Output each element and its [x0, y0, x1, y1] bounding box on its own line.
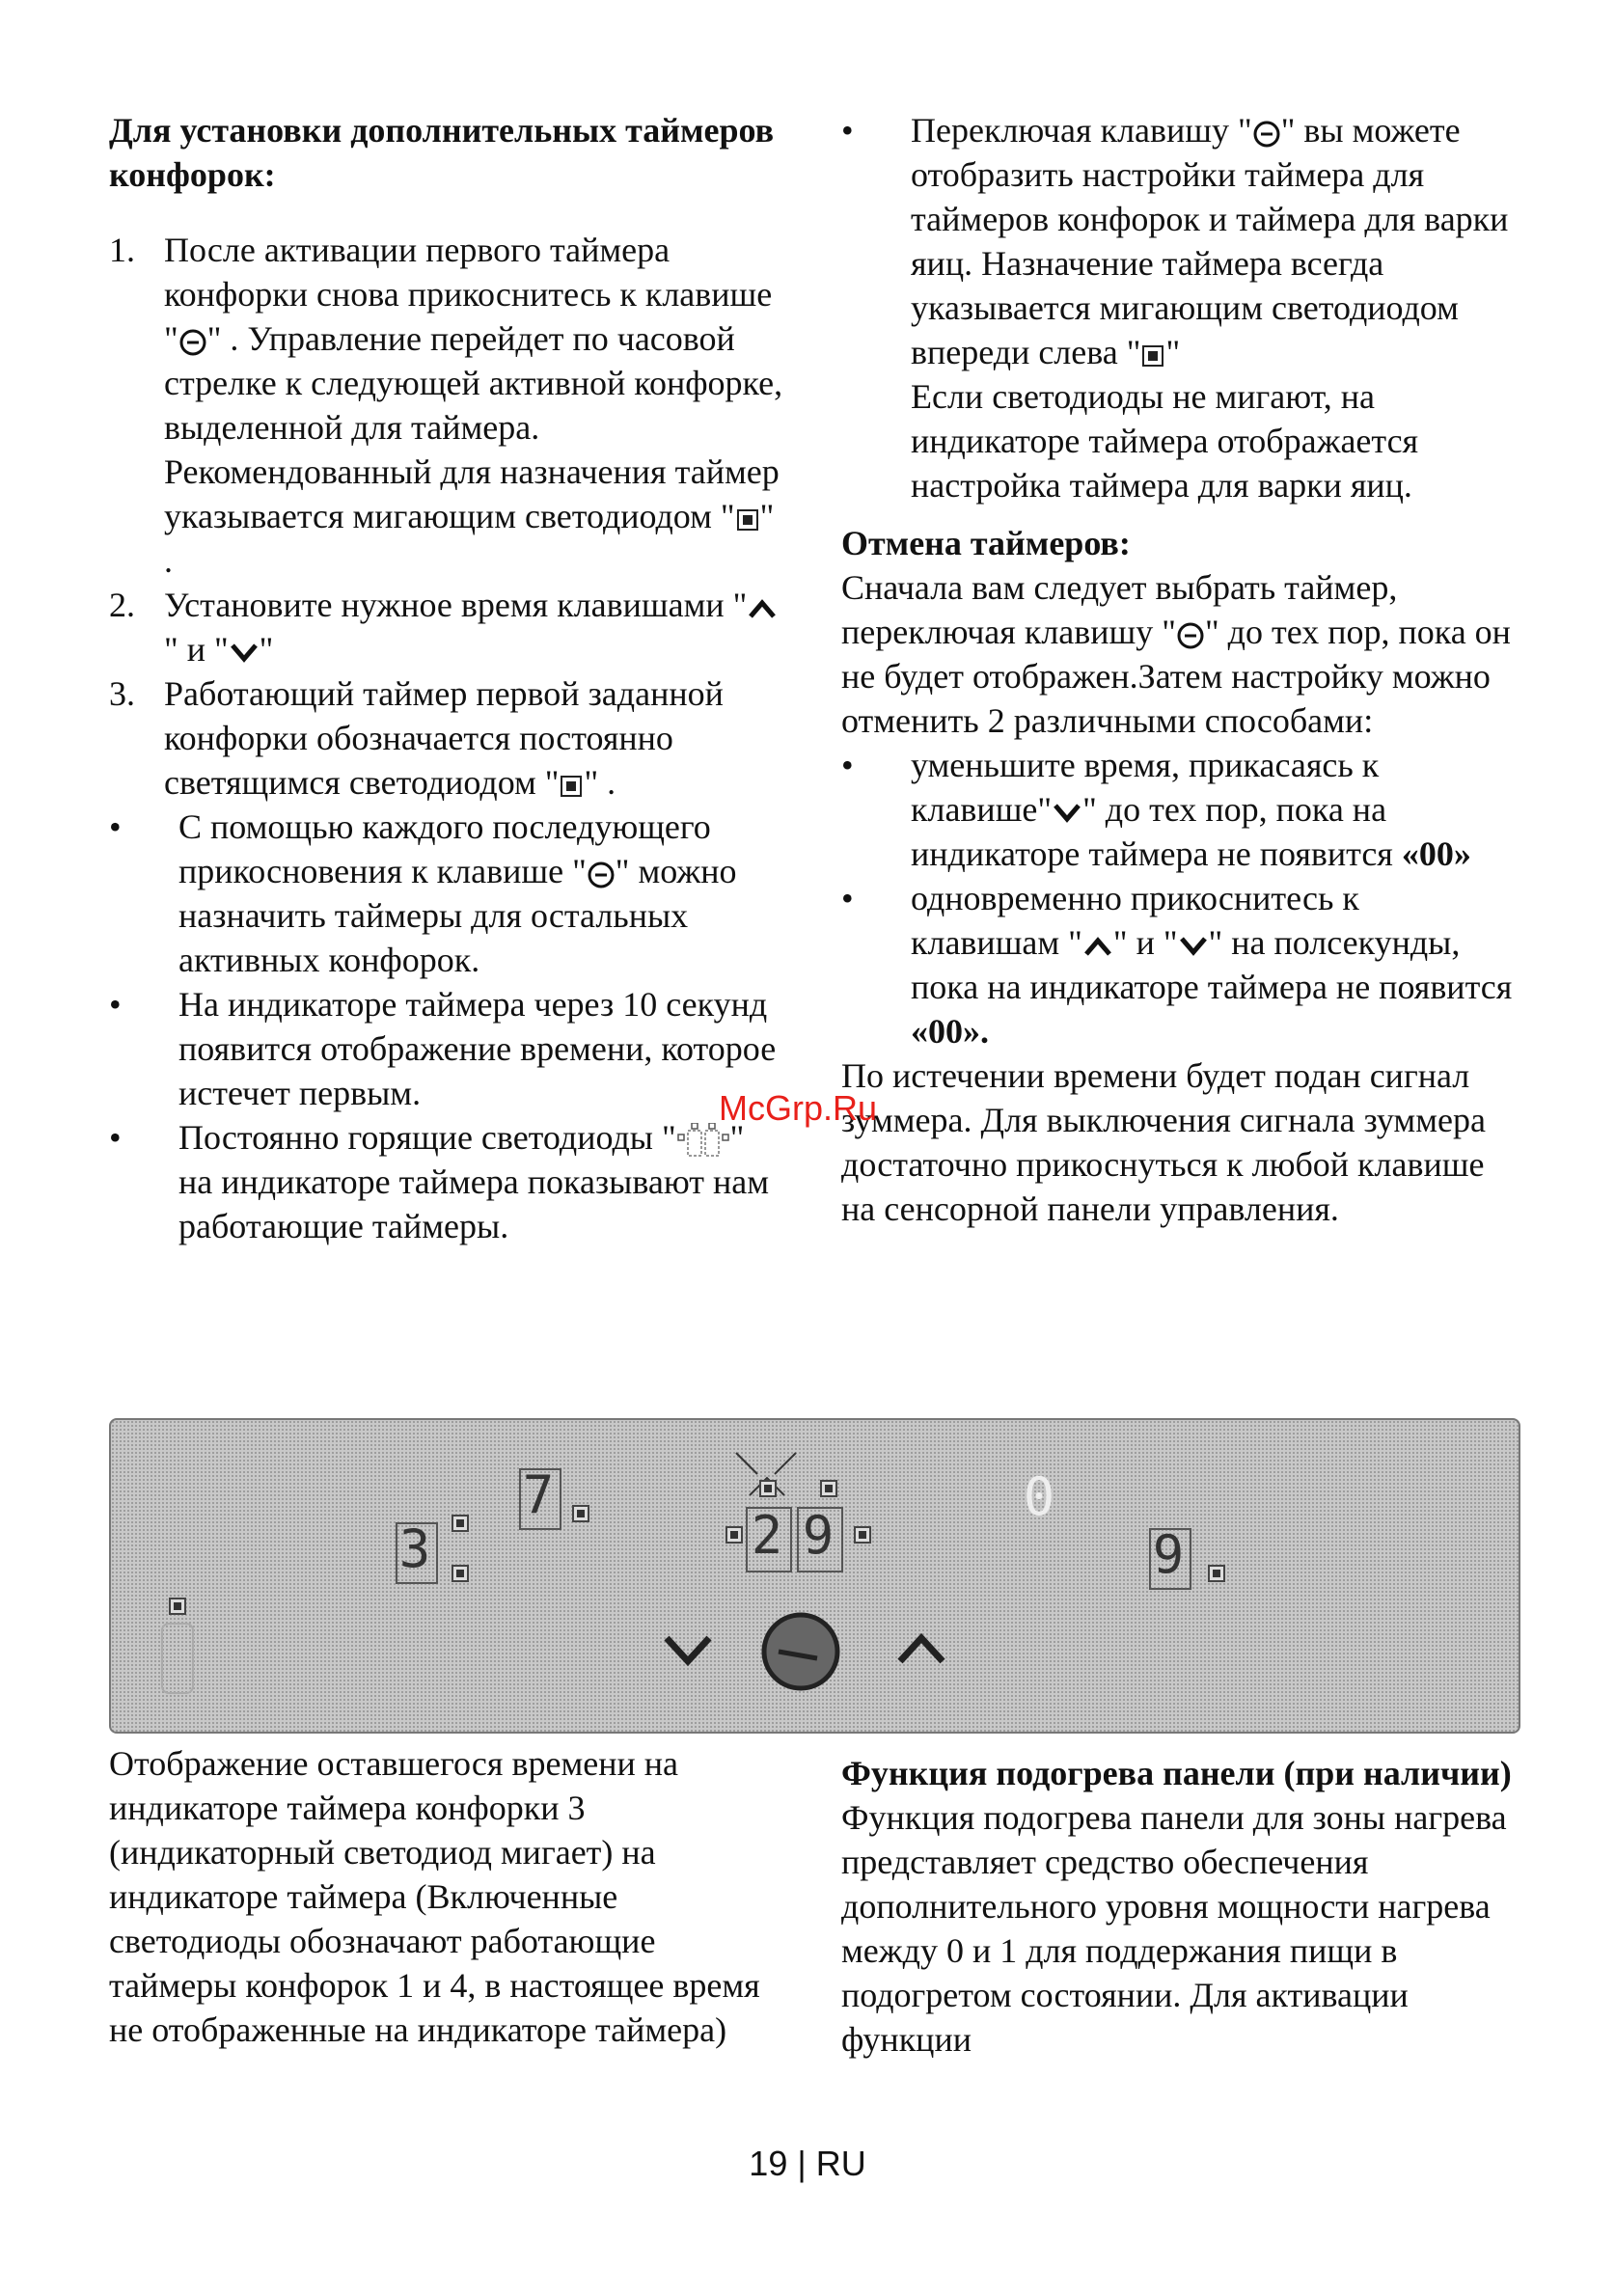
led-indicator-icon	[854, 1526, 871, 1544]
arrow-down-icon	[1052, 802, 1082, 825]
step-2: 2. Установите нужное время клавишами "" и " "	[109, 583, 784, 671]
timer-digit-units: 9	[802, 1505, 835, 1566]
timer-icon[interactable]	[757, 1608, 844, 1695]
heading-additional-timers: Для установки дополнительных таймеров конфорок:	[109, 111, 775, 194]
panel-caption: Отображение оставшегося времени на индикаторе таймера конфорки 3 (индикаторный светодиод мигает) на индикаторе таймера (Включенные светодиоды обозначают работающие таймеры конфорок 1 и 4, в настоящее время не отображенные на индикаторе таймера)	[109, 1744, 760, 2049]
zone-digit-0: 0	[1023, 1466, 1055, 1527]
led-indicator-icon	[1142, 345, 1163, 367]
right-column	[841, 108, 1517, 1231]
step-3: 3. Работающий таймер первой заданной конфорки обозначается постоянно светящимся светодиодом " " .	[109, 674, 724, 802]
timer-icon	[178, 328, 207, 357]
led-indicator-icon	[452, 1515, 469, 1532]
timer-icon	[1252, 120, 1281, 149]
arrow-up-icon	[747, 597, 778, 620]
power-key[interactable]	[161, 1623, 194, 1694]
timer-icon	[1176, 621, 1205, 650]
led-indicator-icon	[820, 1480, 837, 1497]
led-indicator-icon	[1208, 1565, 1225, 1582]
arrow-down-icon	[229, 642, 260, 665]
led-indicator-icon	[725, 1526, 743, 1544]
timer-digit-tens: 2	[751, 1505, 783, 1566]
zone-digit-9: 9	[1152, 1524, 1185, 1585]
left-column	[109, 108, 784, 1248]
control-panel-illustration	[109, 1418, 1520, 1734]
right-bullet-switch: • Переключая клавишу " " вы можете отобразить настройки таймера для таймеров конфорок и таймера для варки яиц. Назначение таймера всегда указывается мигающим светодиодом впереди слева " " Если светодиоды не мигают, на индикаторе таймера отображается настройка таймера для варки яиц.	[841, 111, 1509, 505]
led-indicator-icon	[572, 1505, 589, 1522]
warming-text: Функция подогрева панели для зоны нагрева представляет средство обеспечения дополнительного уровня мощности нагрева между 0 и 1 для поддержания пищи в подогретом состоянии. Для активации функции	[841, 1798, 1507, 2059]
cancel-bullet-1: • уменьшите время, прикасаясь к клавише" " до тех пор, пока на индикаторе таймера не появится «00»	[841, 746, 1471, 873]
led-indicator-icon	[561, 776, 582, 797]
cancel-bullet-2: • одновременно прикоснитесь к клавишам " " и " " на полсекунды, пока на индикаторе таймера не появится «00».	[841, 879, 1513, 1051]
heading-warming-function: Функция подогрева панели (при наличии)	[841, 1754, 1512, 1792]
warming-section	[841, 1751, 1517, 2062]
bullet-3: • Постоянно горящие светодиоды " " на индикаторе таймера показывают нам работающие таймеры.	[109, 1118, 770, 1245]
bullet-1: • С помощью каждого последующего прикосновения к клавише " " можно назначить таймеры для остальных активных конфорок.	[109, 807, 737, 979]
led-indicator-icon	[759, 1480, 777, 1497]
timer-icon	[587, 861, 616, 889]
bullet-2: • На индикаторе таймера через 10 секунд появится отображение времени, которое истечет первым.	[109, 985, 777, 1112]
led-indicator-icon	[452, 1565, 469, 1582]
arrow-down-icon[interactable]	[659, 1630, 717, 1669]
buzzer-text: По истечении времени будет подан сигнал зуммера. Для выключения сигнала зуммера достаточно прикоснуться к любой клавише на сенсорной панели управления.	[841, 1056, 1486, 1228]
step-1: 1. После активации первого таймера конфорки снова прикоснитесь к клавише " " . Управление перейдет по часовой стрелке к следующей активной конфорке, выделенной для таймера. Рекомендованный для назначения таймер указывается мигающим светодиодом " " .	[109, 231, 783, 580]
zone-digit-3: 3	[398, 1518, 431, 1579]
led-indicator-icon	[737, 509, 758, 531]
arrow-up-icon[interactable]	[892, 1630, 950, 1669]
led-indicator-icon	[169, 1598, 186, 1615]
arrow-up-icon	[1082, 935, 1113, 958]
page-number: 19 | RU	[749, 2144, 866, 2183]
watermark: McGrp.Ru	[719, 1088, 878, 1128]
cancel-intro: Сначала вам следует выбрать таймер, переключая клавишу " " до тех пор, пока он не будет отображен.Затем настройку можно отменить 2 различными способами:	[841, 568, 1511, 740]
heading-cancel-timers: Отмена таймеров:	[841, 524, 1131, 562]
zone-digit-7: 7	[522, 1464, 555, 1525]
arrow-down-icon	[1178, 935, 1209, 958]
